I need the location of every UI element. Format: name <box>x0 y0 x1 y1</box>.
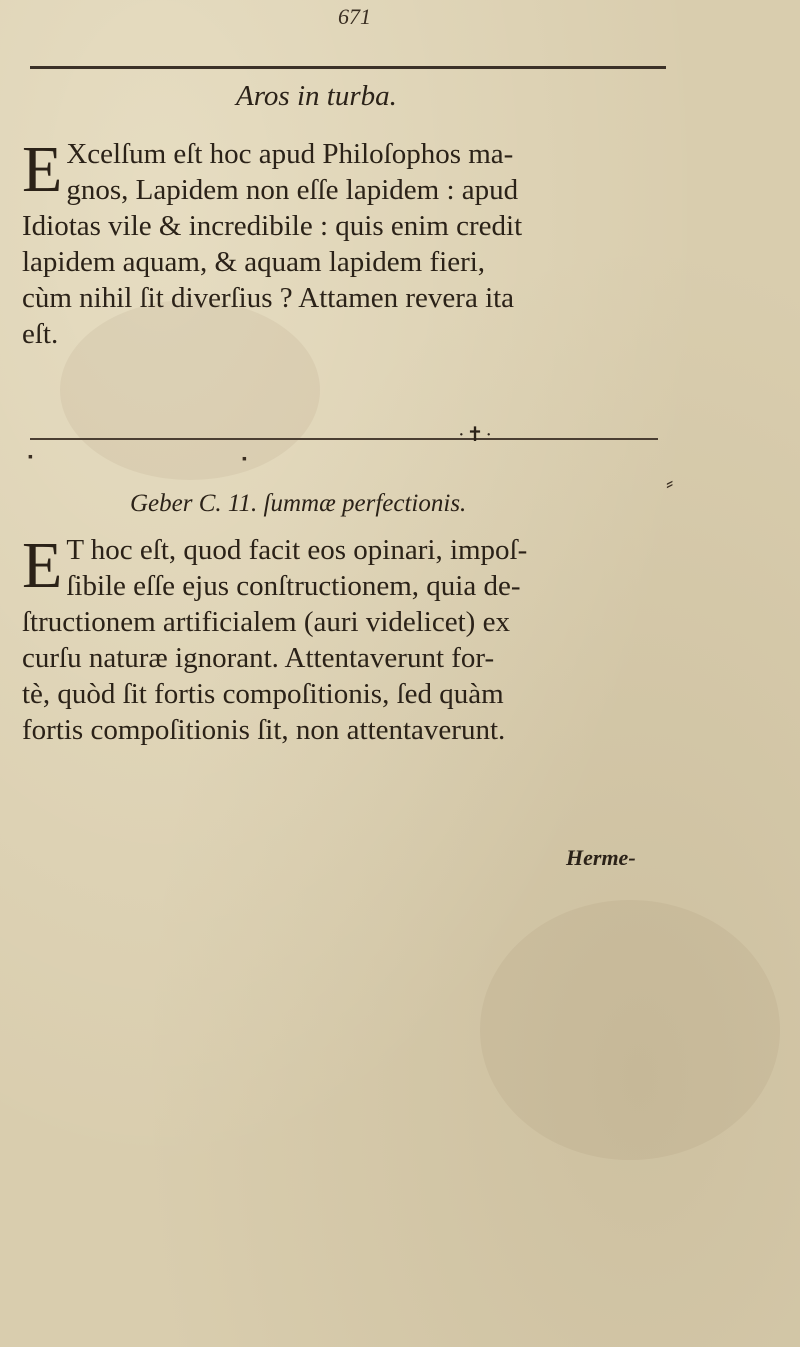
section-heading: Geber C. 11. ſummæ perfectionis. <box>130 490 467 517</box>
page-number: 671 <box>338 4 371 29</box>
ink-mark: ⸗ <box>666 470 674 495</box>
text-line: fortis compoſitionis ſit, non attentaverunt. <box>22 714 506 746</box>
section-text <box>22 529 672 748</box>
text-line: curſu naturæ ignorant. Attentaverunt for- <box>22 642 495 674</box>
section-divider-rule <box>30 438 658 440</box>
text-line: lapidem aquam, & aquam lapidem fieri, <box>22 246 486 278</box>
catchword: Herme- <box>566 845 636 870</box>
text-line: cùm nihil ſit diverſius ? Attamen revera ita <box>22 282 515 314</box>
text-line: Idiotas vile & incredibile : quis enim credit <box>22 210 523 242</box>
paper-stain <box>480 900 780 1160</box>
section-text <box>22 133 672 352</box>
text-line: tè, quòd ſit fortis compoſitionis, ſed quàm <box>22 678 504 710</box>
text-line: Xcelſum eſt hoc apud Philoſophos ma- <box>66 138 514 170</box>
text-line: ſibile eſſe ejus conſtructionem, quia de- <box>66 570 521 602</box>
text-line: eſt. <box>22 318 59 350</box>
text-line: ſtructionem artificialem (auri videlicet) ex <box>22 606 510 638</box>
text-line: T hoc eſt, quod facit eos opinari, impoſ- <box>66 534 528 566</box>
text-line: gnos, Lapidem non eſſe lapidem : apud <box>66 174 519 206</box>
drop-cap: E <box>22 133 63 206</box>
ink-mark: ▪ <box>242 452 247 467</box>
ink-mark: ▪ <box>28 450 33 465</box>
section-heading: Aros in turba. <box>236 80 397 112</box>
drop-cap: E <box>22 529 63 602</box>
header-rule <box>30 66 666 69</box>
divider-ornament: ·✝· <box>458 424 495 446</box>
